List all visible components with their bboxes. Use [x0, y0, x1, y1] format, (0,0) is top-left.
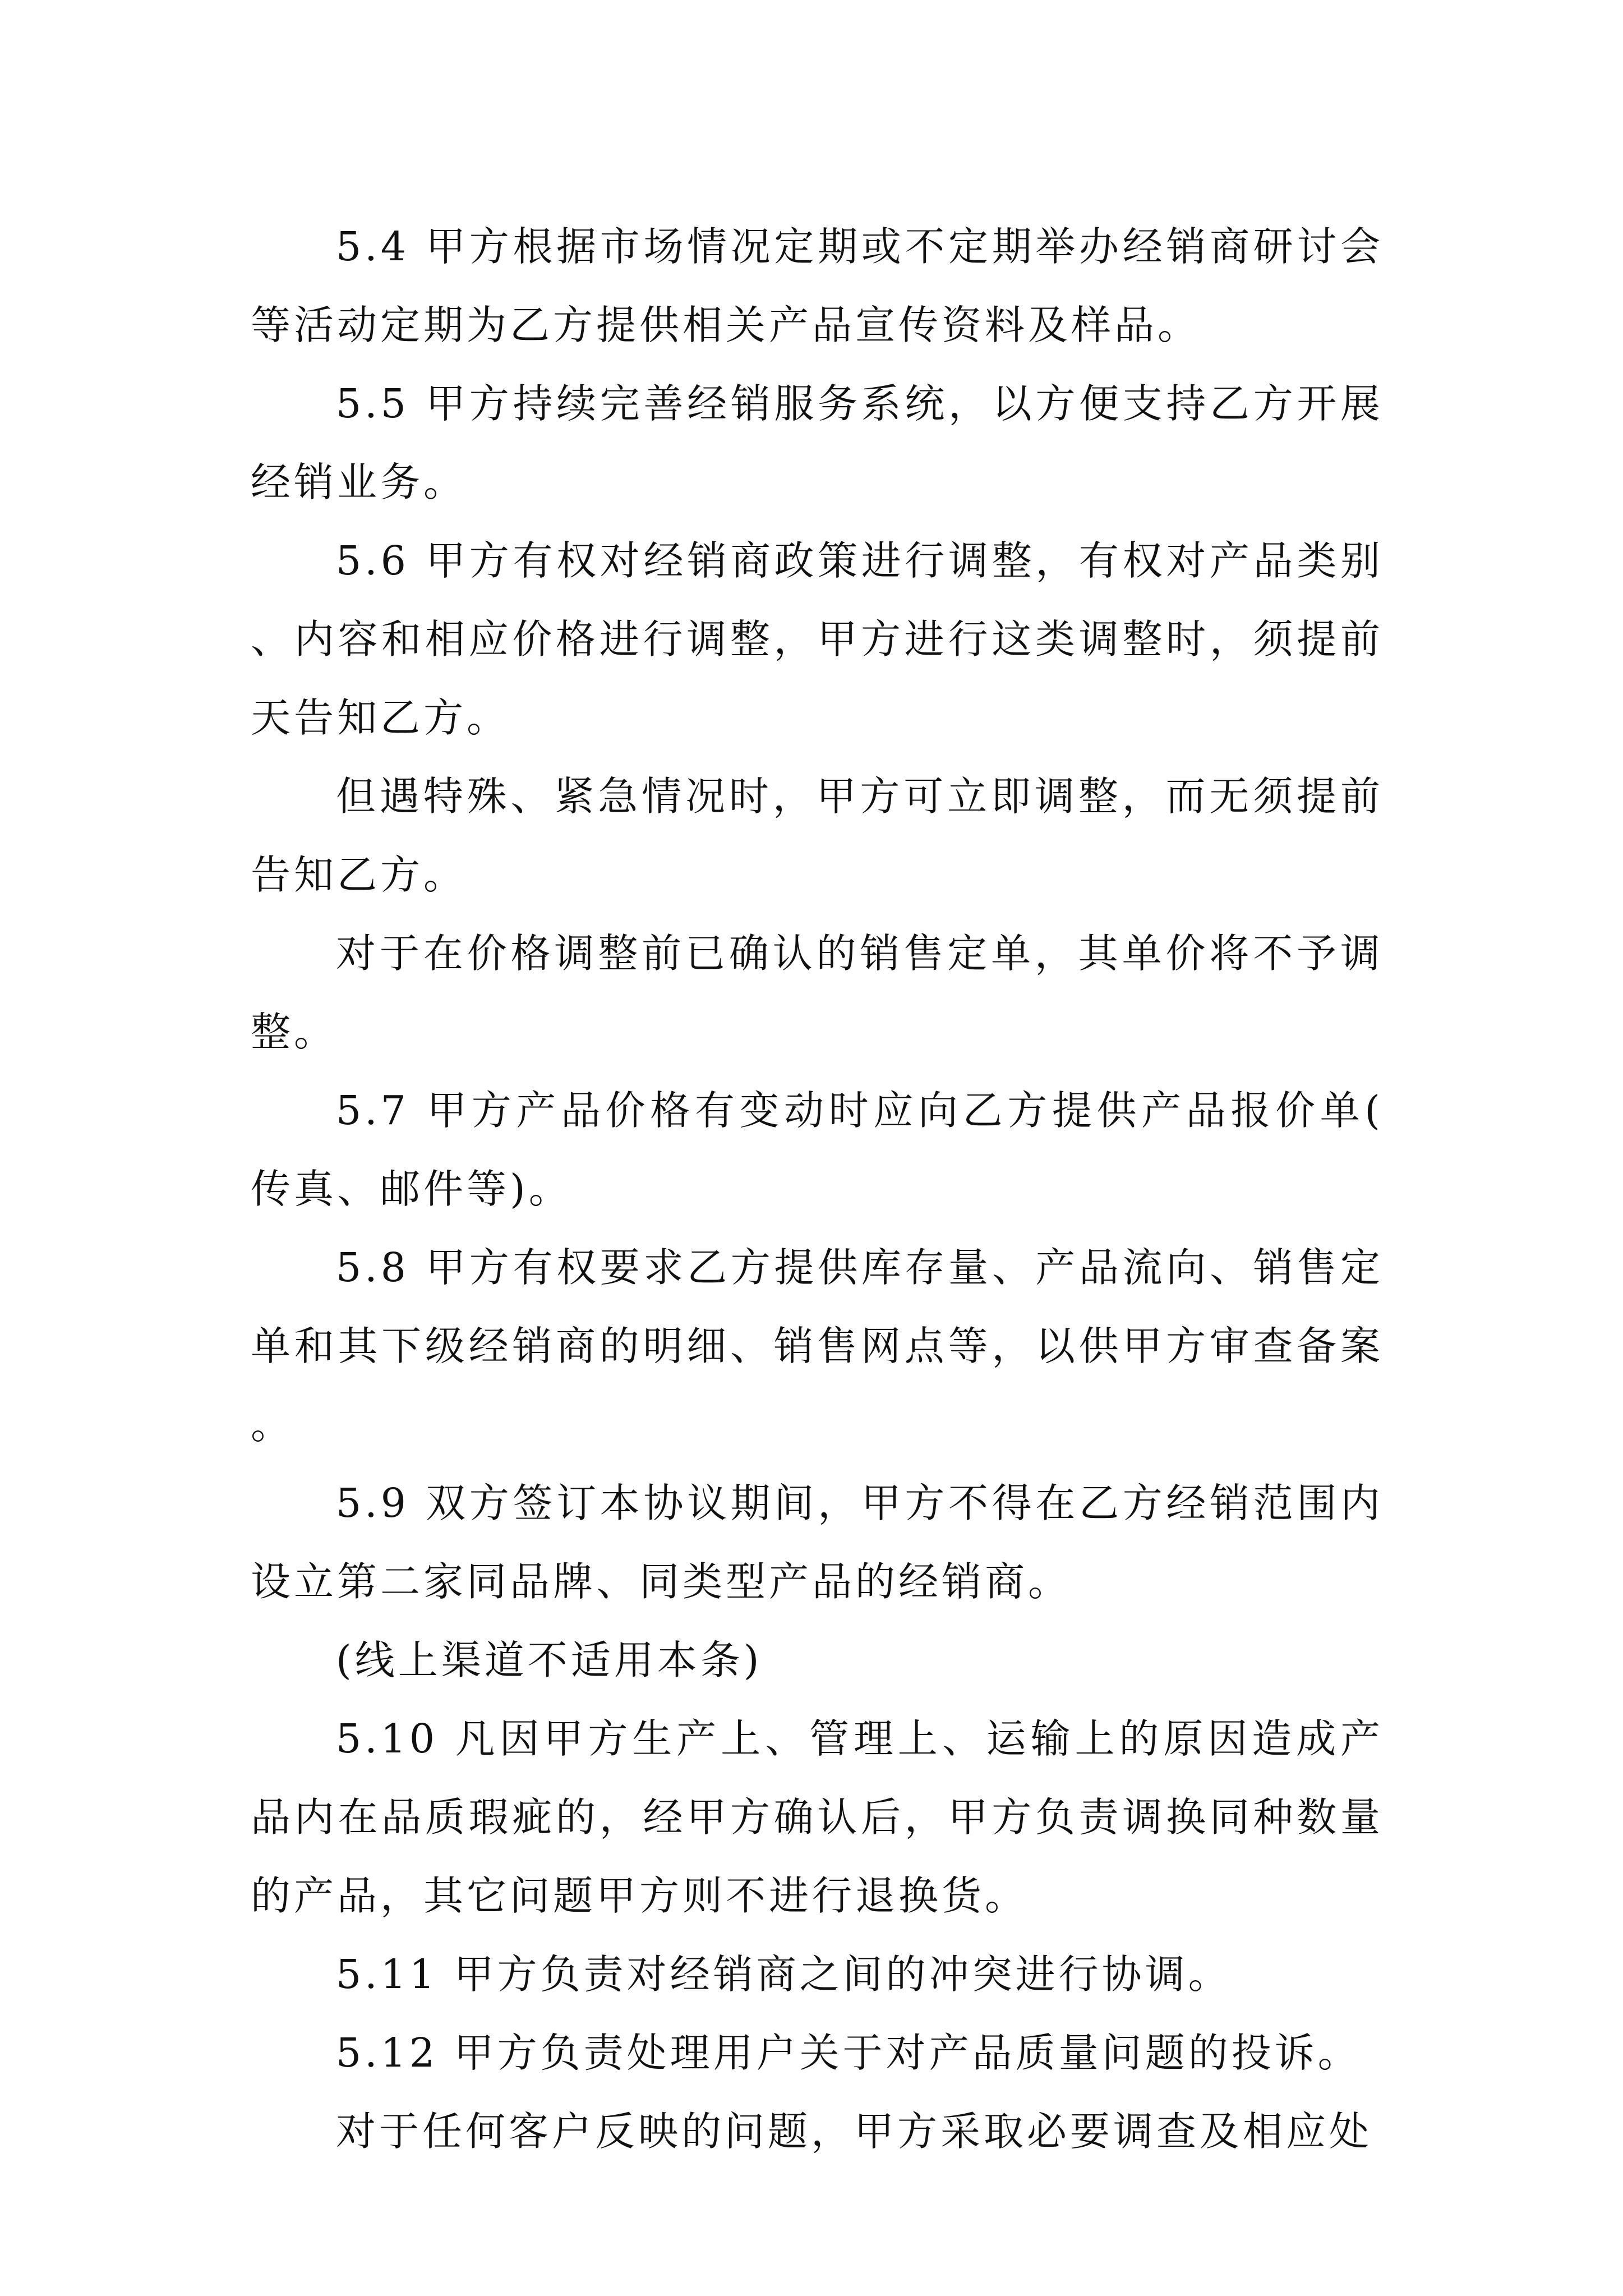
paragraph-5-6: 5.6 甲方有权对经销商政策进行调整，有权对产品类别、内容和相应价格进行调整，甲方进行这类调整时，须提前天告知乙方。 [251, 537, 1384, 741]
paragraph-5-12: 5.12 甲方负责处理用户关于对产品质量问题的投诉。 [336, 2030, 1361, 2076]
paragraph-5-9-note: (线上渠道不适用本条) [336, 1637, 763, 1683]
paragraph-5-4: 5.4 甲方根据市场情况定期或不定期举办经销商研讨会等活动定期为乙方提供相关产品宣传资料及样品。 [251, 223, 1384, 348]
paragraph-5-11: 5.11 甲方负责对经销商之间的冲突进行协调。 [336, 1951, 1232, 1998]
paragraph-5-6-exception: 但遇特殊、紧急情况时，甲方可立即调整，而无须提前告知乙方。 [251, 773, 1384, 898]
paragraph-5-9: 5.9 双方签订本协议期间，甲方不得在乙方经销范围内设立第二家同品牌、同类型产品的经销商。 [251, 1480, 1384, 1605]
document-body [251, 208, 1384, 2171]
paragraph-5-8: 5.8 甲方有权要求乙方提供库存量、产品流向、销售定单和其下级经销商的明细、销售网点等，以供甲方审查备案。 [251, 1244, 1384, 1448]
paragraph-5-5: 5.5 甲方持续完善经销服务系统，以方便支持乙方开展经销业务。 [251, 380, 1384, 505]
paragraph-5-12-continued: 对于任何客户反映的问题，甲方采取必要调查及相应处 [336, 2108, 1373, 2155]
paragraph-5-7: 5.7 甲方产品价格有变动时应向乙方提供产品报价单(传真、邮件等)。 [251, 1087, 1384, 1212]
paragraph-5-6-confirmed-orders: 对于在价格调整前已确认的销售定单，其单价将不予调整。 [251, 930, 1384, 1055]
paragraph-5-10: 5.10 凡因甲方生产上、管理上、运输上的原因造成产品内在品质瑕疵的，经甲方确认后，甲方负责调换同种数量的产品，其它问题甲方则不进行退换货。 [251, 1715, 1384, 1919]
